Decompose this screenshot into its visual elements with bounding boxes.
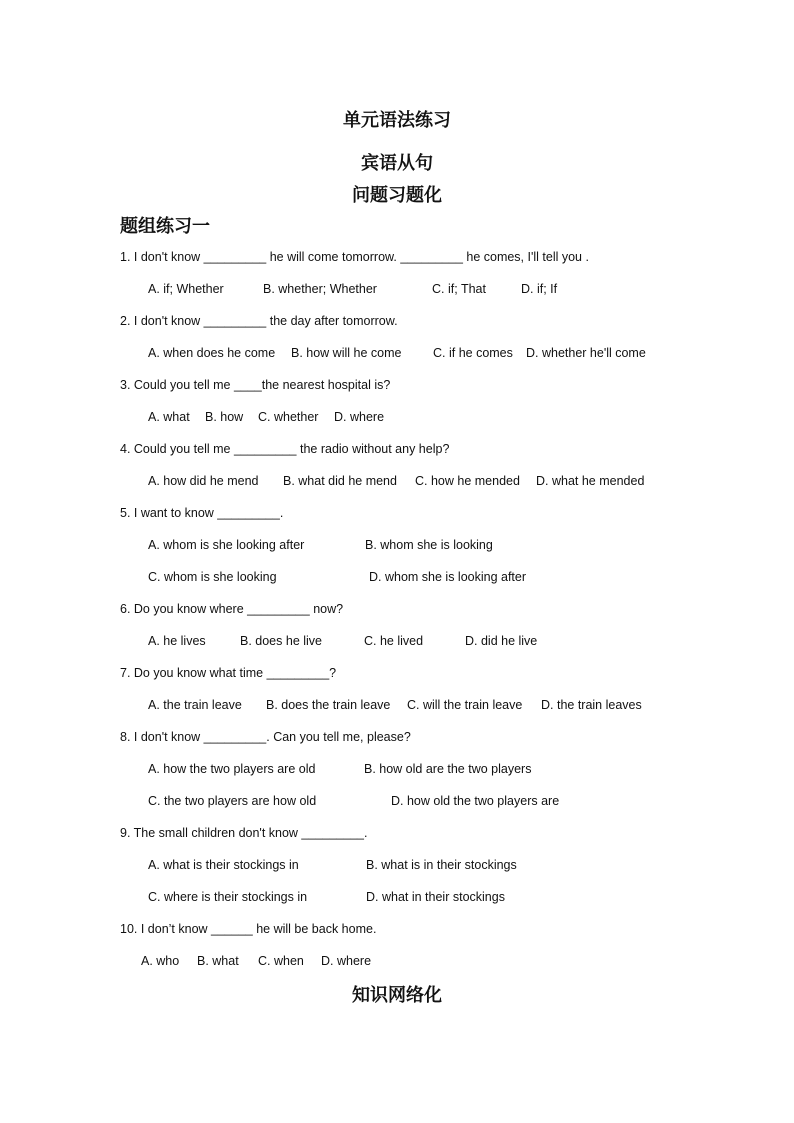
question-6-option-d: D. did he live: [465, 634, 538, 648]
question-9-option-a: A. what is their stockings in: [148, 858, 299, 872]
question-5-option-a: A. whom is she looking after: [148, 538, 305, 552]
question-2-option-d: D. whether he'll come: [526, 346, 646, 360]
section-heading-exercise-group: 题组练习一: [120, 216, 210, 237]
question-8-stem: 8. I don't know _________. Can you tell me, please?: [120, 730, 411, 744]
section-heading-knowledge-network: 知识网络化: [352, 985, 442, 1006]
question-5-option-c: C. whom is she looking: [148, 570, 277, 584]
question-6-option-a: A. he lives: [148, 634, 206, 648]
subtitle-questions: 问题习题化: [352, 185, 442, 206]
question-4-stem: 4. Could you tell me _________ the radio without any help?: [120, 442, 450, 456]
question-6-option-c: C. he lived: [364, 634, 424, 648]
question-3-option-c: C. whether: [258, 410, 319, 424]
question-7-option-c: C. will the train leave: [407, 698, 523, 712]
question-5-option-b: B. whom she is looking: [365, 538, 493, 552]
question-9-option-d: D. what in their stockings: [366, 890, 505, 904]
question-9-stem: 9. The small children don't know _________.: [120, 826, 368, 840]
question-7-stem: 7. Do you know what time _________?: [120, 666, 337, 680]
page-title: 单元语法练习: [343, 110, 451, 131]
question-7-option-a: A. the train leave: [148, 698, 242, 712]
question-10-option-b: B. what: [197, 954, 239, 968]
question-4-option-b: B. what did he mend: [283, 474, 397, 488]
question-2-option-c: C. if he comes: [433, 346, 513, 360]
question-4-option-a: A. how did he mend: [148, 474, 259, 488]
question-6-option-b: B. does he live: [240, 634, 322, 648]
question-10-option-d: D. where: [321, 954, 372, 968]
question-8-option-b: B. how old are the two players: [364, 762, 532, 776]
question-7-option-b: B. does the train leave: [266, 698, 391, 712]
question-1-stem: 1. I don't know _________ he will come tomorrow. _________ he comes, I'll tell you .: [120, 250, 589, 264]
question-3-option-b: B. how: [205, 410, 244, 424]
question-1-option-b: B. whether; Whether: [263, 282, 377, 296]
question-10-stem: 10. I don’t know ______ he will be back home.: [120, 922, 377, 936]
question-3-stem: 3. Could you tell me ____the nearest hospital is?: [120, 378, 391, 392]
question-4-option-d: D. what he mended: [536, 474, 645, 488]
question-5-stem: 5. I want to know _________.: [120, 506, 284, 520]
question-10-option-c: C. when: [258, 954, 304, 968]
question-1-option-a: A. if; Whether: [148, 282, 224, 296]
question-2-option-b: B. how will he come: [291, 346, 402, 360]
question-1-option-d: D. if; If: [521, 282, 558, 296]
question-7-option-d: D. the train leaves: [541, 698, 642, 712]
question-9-option-b: B. what is in their stockings: [366, 858, 517, 872]
question-8-option-c: C. the two players are how old: [148, 794, 317, 808]
question-2-stem: 2. I don't know _________ the day after tomorrow.: [120, 314, 398, 328]
question-8-option-a: A. how the two players are old: [148, 762, 316, 776]
question-1-option-c: C. if; That: [432, 282, 486, 296]
question-8-option-d: D. how old the two players are: [391, 794, 560, 808]
question-2-option-a: A. when does he come: [148, 346, 276, 360]
question-9-option-c: C. where is their stockings in: [148, 890, 308, 904]
question-3-option-d: D. where: [334, 410, 385, 424]
question-4-option-c: C. how he mended: [415, 474, 520, 488]
subtitle-object-clause: 宾语从句: [361, 153, 433, 174]
question-3-option-a: A. what: [148, 410, 190, 424]
question-10-option-a: A. who: [141, 954, 180, 968]
question-5-option-d: D. whom she is looking after: [369, 570, 527, 584]
question-6-stem: 6. Do you know where _________ now?: [120, 602, 344, 616]
